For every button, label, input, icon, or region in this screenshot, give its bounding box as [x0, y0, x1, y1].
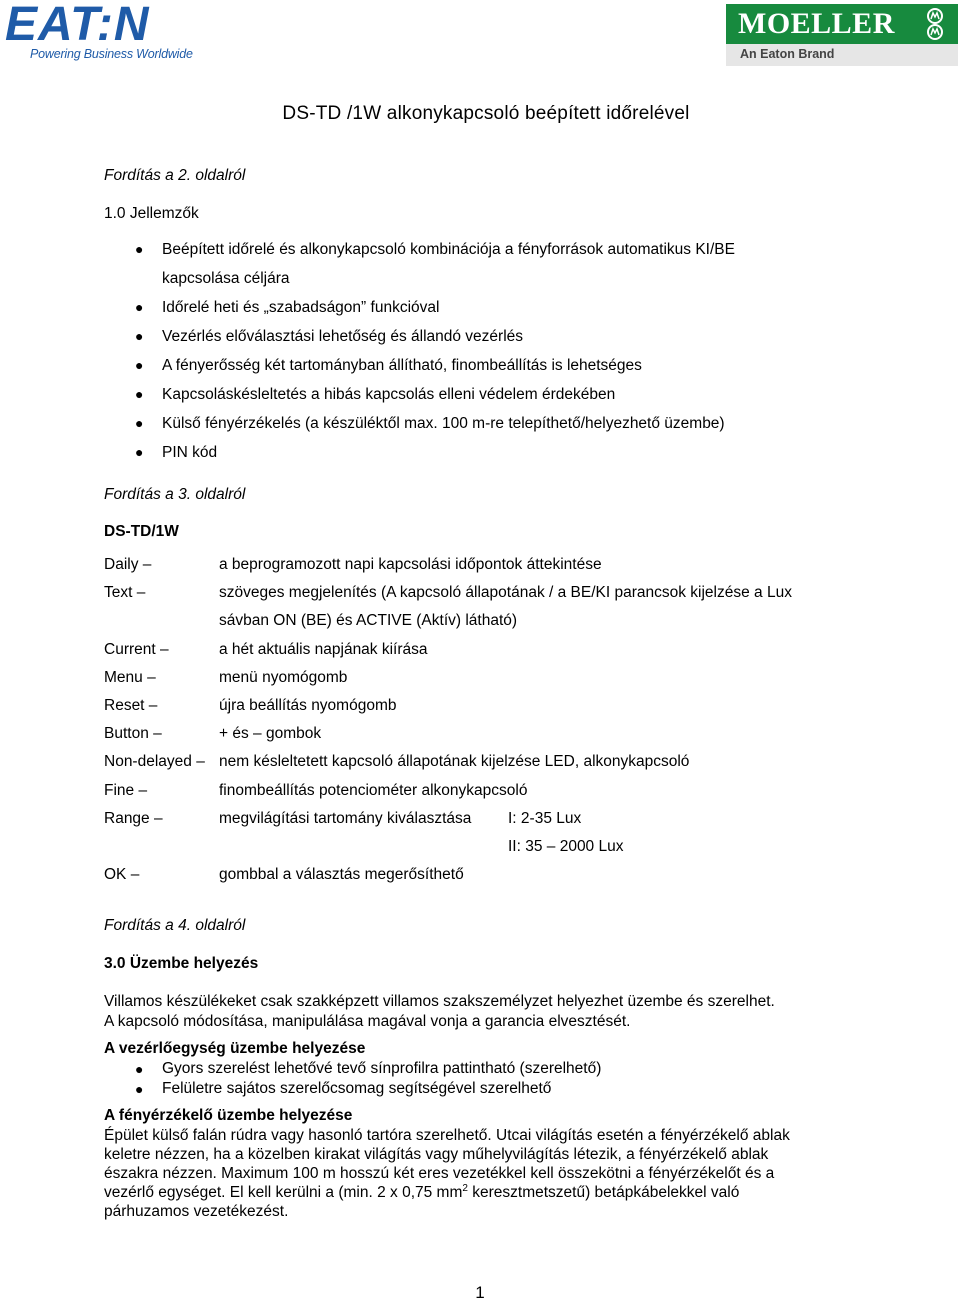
moeller-tagline: An Eaton Brand: [740, 47, 835, 61]
table-row: [104, 861, 844, 889]
table-row: [104, 720, 844, 748]
table-row: [104, 777, 844, 805]
bullet-icon: ●: [135, 386, 144, 402]
bullet-icon: ●: [135, 328, 144, 344]
bullet-icon: ●: [135, 241, 144, 257]
section1-heading: 1.0 Jellemzők: [104, 205, 199, 222]
description: a hét aktuális napjának kiírása: [219, 640, 428, 658]
list-item: ● Felületre sajátos szerelőcsomag segítségével szerelhető: [135, 1080, 552, 1097]
table-row: [104, 607, 844, 635]
term: Current –: [104, 640, 169, 658]
control-unit-list: [135, 1059, 602, 1099]
moeller-logo-text: MOELLER: [738, 7, 895, 40]
moeller-emblem-icon: [920, 7, 950, 41]
table-row: [104, 664, 844, 692]
light-sensor-paragraph: [104, 1126, 790, 1221]
features-list: [135, 235, 735, 467]
section2-heading: DS-TD/1W: [104, 523, 179, 540]
description: a beprogramozott napi kapcsolási időpontok áttekintése: [219, 556, 602, 573]
translation-note-page2: Fordítás a 2. oldalról: [104, 167, 246, 184]
table-row: [104, 551, 844, 579]
term: Range –: [104, 809, 163, 827]
control-unit-heading: A vezérlőegység üzembe helyezése: [104, 1040, 366, 1057]
paragraph-line: párhuzamos vezetékezést.: [104, 1203, 289, 1220]
light-sensor-heading: A fényérzékelő üzembe helyezése: [104, 1107, 353, 1124]
document-title: DS-TD /1W alkonykapcsoló beépített időrelével: [282, 103, 690, 124]
term: Text –: [104, 584, 146, 602]
eaton-logo: EAT:N: [5, 0, 150, 51]
list-item: ● PIN kód: [162, 438, 735, 467]
term: OK –: [104, 866, 140, 884]
term: Reset –: [104, 696, 158, 714]
description: sávban ON (BE) és ACTIVE (Aktív) látható): [219, 612, 518, 630]
bullet-icon: ●: [135, 1081, 144, 1097]
list-item: ● A fényerősség két tartományban állítható, finombeállítás is lehetséges: [162, 351, 735, 380]
term: Button –: [104, 725, 162, 743]
moeller-logo-banner: [726, 4, 958, 44]
range-value: II: 35 – 2000 Lux: [508, 837, 624, 855]
list-item: ● Vezérlés előválasztási lehetőség és állandó vezérlés: [162, 322, 735, 351]
table-row: [104, 833, 844, 861]
list-item: ● Külső fényérzékelés (a készüléktől max. 100 m-re telepíthető/helyezhető üzembe): [162, 409, 735, 438]
table-row: [104, 748, 844, 776]
list-item: ● Időrelé heti és „szabadságon” funkcióval: [162, 293, 735, 322]
paragraph-line: északra nézzen. Maximum 100 m hosszú két eres vezetékkel kell összekötni a fényérzékelőt és a: [104, 1165, 775, 1182]
bullet-icon: ●: [135, 415, 144, 431]
page-number: 1: [475, 1283, 485, 1302]
term: Menu –: [104, 668, 156, 686]
eaton-tagline: Powering Business Worldwide: [30, 47, 193, 61]
section3-intro: [104, 992, 775, 1031]
moeller-logo: [726, 4, 958, 64]
translation-note-page4: Fordítás a 4. oldalról: [104, 917, 246, 934]
bullet-icon: ●: [135, 299, 144, 315]
moeller-logo-footer: [726, 44, 958, 66]
paragraph-line: vezérlő egységet. El kell kerülni a (min. 2 x 0,75 $mm^2$ keresztmetszetű) betápkábelekkel való: [104, 1182, 740, 1201]
table-row: [104, 692, 844, 720]
list-item: ● Kapcsoláskésleltetés a hibás kapcsolás elleni védelem érdekében: [162, 380, 735, 409]
description: megvilágítási tartomány kiválasztása: [219, 809, 472, 827]
description: + és – gombok: [219, 725, 322, 743]
paragraph-line: Villamos készülékeket csak szakképzett villamos szakszemélyzet helyezhet üzembe és szerelhet.: [104, 993, 775, 1010]
controls-table: [104, 551, 844, 889]
bullet-icon: ●: [135, 357, 144, 373]
table-row: [104, 636, 844, 664]
range-value: I: 2-35 Lux: [508, 809, 582, 827]
paragraph-line: Épület külső falán rúdra vagy hasonló tartóra szerelhető. Utcai világítás esetén a fényérzékelő ablak: [104, 1127, 790, 1144]
description: menü nyomógomb: [219, 668, 348, 686]
term: Daily –: [104, 556, 152, 573]
term: Fine –: [104, 781, 148, 799]
bullet-icon: ●: [135, 1061, 144, 1077]
list-item: ● Beépített időrelé és alkonykapcsoló kombinációja a fényforrások automatikus KI/BE: [162, 235, 735, 264]
table-row: [104, 579, 844, 607]
description: gombbal a választás megerősíthető: [219, 866, 464, 884]
superscript: 2: [462, 1182, 468, 1194]
term: Non-delayed –: [104, 753, 205, 771]
bullet-icon: ●: [135, 444, 144, 460]
section3-heading: 3.0 Üzembe helyezés: [104, 955, 259, 972]
description: újra beállítás nyomógomb: [219, 696, 397, 714]
translation-note-page3: Fordítás a 3. oldalról: [104, 486, 246, 503]
table-row: [104, 805, 844, 833]
description: finombeállítás potenciométer alkonykapcsoló: [219, 781, 528, 799]
description: nem késleltetett kapcsoló állapotának kijelzése LED, alkonykapcsoló: [219, 753, 690, 771]
list-item: kapcsolása céljára: [162, 270, 290, 287]
list-item: ● Gyors szerelést lehetővé tevő sínprofilra pattintható (szerelhető): [135, 1060, 602, 1077]
paragraph-line: keletre nézzen, ha a közelben kirakat világítás vagy műhelyvilágítás létezik, a fényérzékelő ablak: [104, 1146, 769, 1163]
paragraph-line: A kapcsoló módosítása, manipulálása magával vonja a garancia elvesztését.: [104, 1012, 631, 1030]
description: szöveges megjelenítés (A kapcsoló állapotának / a BE/KI parancsok kijelzése a Lux: [219, 584, 792, 602]
